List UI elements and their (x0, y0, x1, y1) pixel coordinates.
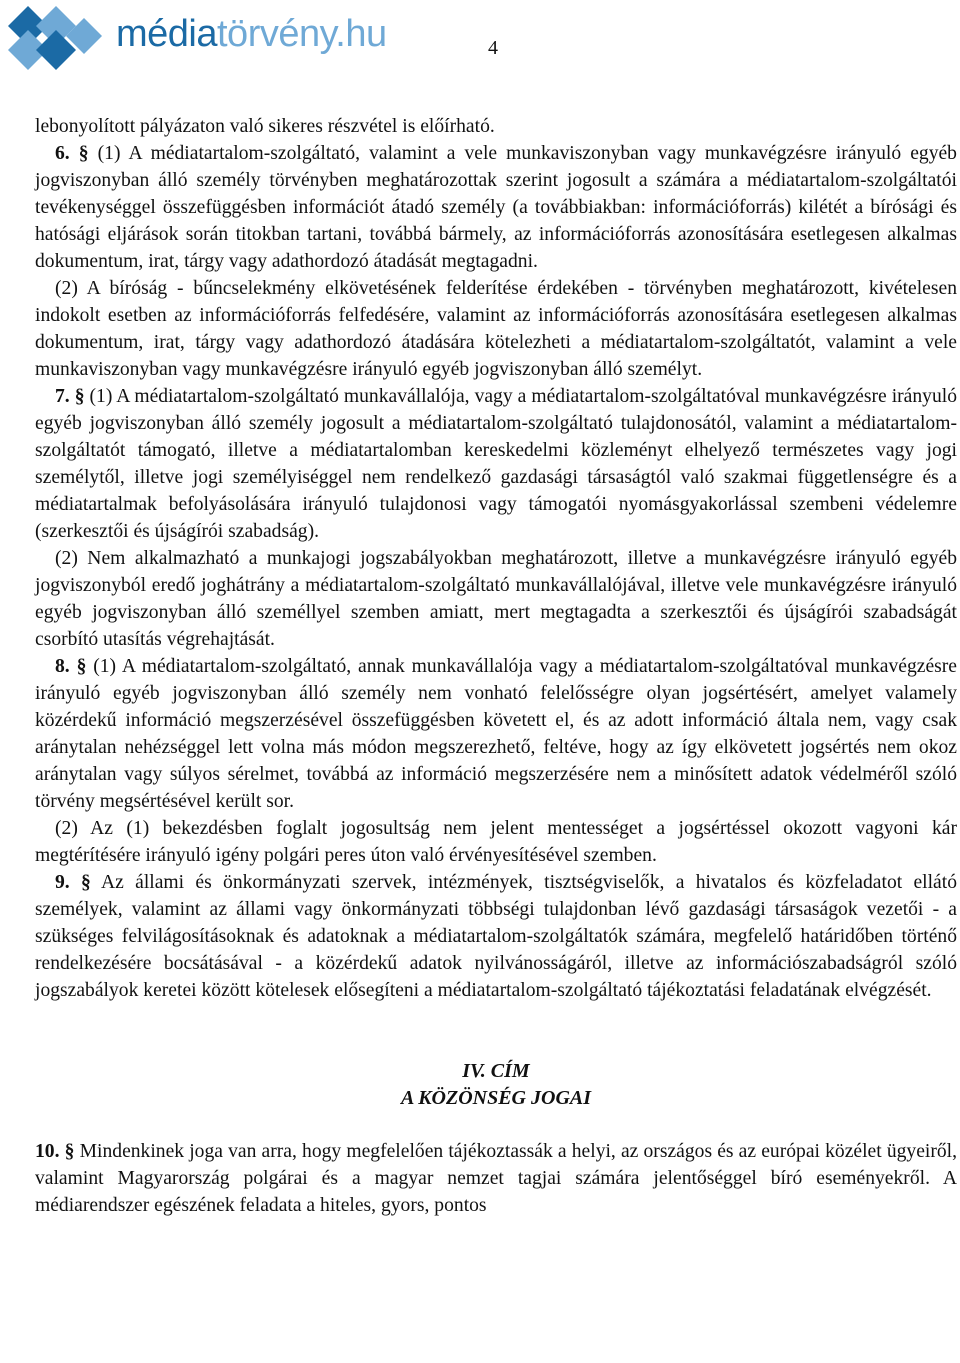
section-symbol: § (74, 386, 85, 407)
section-number: 8. (55, 656, 70, 677)
section-text: Mindenkinek joga van arra, hogy megfelelően tájékoztassák a helyi, az országos és az európai közélet ügyeiről, valamint Magyarország polgárai és a magyar nemzet tagjai számára jelentőséggel bíró eseményekről. A médiarendszer egészének feladata a hiteles, gyors, pontos (35, 1141, 958, 1216)
section-10-paragraph-1 (35, 1138, 957, 1219)
chapter-number: IV. CÍM (462, 1060, 530, 1082)
section-7-paragraph-1 (35, 383, 957, 545)
section-number: 10. (35, 1141, 60, 1162)
section-6-paragraph-1 (35, 140, 957, 275)
chapter-heading (35, 1058, 957, 1112)
section-symbol: § (81, 872, 91, 893)
page-header (0, 0, 960, 80)
section-number: 9. (55, 872, 70, 893)
section-6-paragraph-2: (2) A bíróság - bűncselekmény elkövetésének felderítése érdekében - törvényben meghatározott, kivételesen indokolt esetben az információforrás felfedésére, valamint az információforrás azonosítására esetlegesen alkalmas dokumentum, irat, tárgy vagy adathordozó átadására kötelezheti a médiatartalom-szolgáltatót, valamint a vele munkaviszonyban vagy munkavégzésre irányuló egyéb jogviszonyban álló személyt. (35, 278, 957, 380)
section-symbol: § (76, 656, 87, 677)
section-number: 7. (55, 386, 70, 407)
section-text: (1) A médiatartalom-szolgáltató munkavállalója, vagy a médiatartalom-szolgáltatóval munkavégzésre irányuló egyéb jogviszonyban álló személy jogosult a médiatartalom-szolgáltató tulajdonosától, valamint a médiatartalom-szolgáltatót támogató, illetve a médiatartalomban kereskedelmi közleményt elhelyező természetes vagy jogi személytől, illetve jogi személyiséggel nem rendelkező gazdasági társaságtól való szakmai függetlenségre és a médiatartalmak befolyásolására irányuló tulajdonosi vagy támogatói nyomásgyakorlással szembeni védelemre (szerkesztői és újságírói szabadság). (35, 386, 957, 542)
document-body (35, 113, 957, 1219)
site-logo[interactable] (116, 12, 387, 56)
section-text: (1) A médiatartalom-szolgáltató, valamint a vele munkaviszonyban vagy munkavégzésre irányuló egyéb jogviszonyban álló személy törvényben meghatározottak szerint jogosult a számára a médiatartalom-szolgáltatói tevékenységgel összefüggésben információt átadó személy (a továbbiakban: információforrás) kilétét a bírósági és hatósági eljárások során titokban tartani, továbbá bármely, az információforrás azonosítására esetlegesen alkalmas dokumentum, irat, tárgy vagy adathordozó átadását megtagadni. (35, 143, 957, 272)
chapter-title: A KÖZÖNSÉG JOGAI (400, 1087, 592, 1109)
section-8-paragraph-1 (35, 653, 957, 815)
section-symbol: § (64, 1141, 75, 1162)
logo-text-media: média (116, 13, 217, 55)
section-text: Az állami és önkormányzati szervek, intézmények, tisztségviselők, a hivatalos és közfeladatot ellátó személyek, valamint az állami vagy önkormányzati többségi tulajdonban lévő gazdasági társaságok vezetői - a szükséges felvilágosításoknak és adatoknak a médiatartalom-szolgáltatók számára, megfelelő határidőben történő rendelkezésére bocsátásával - a közérdekű adatok nyilvánosságáról, illetve az információszabadságról szóló jogszabályok keretei között kötelesek elősegíteni a médiatartalom-szolgáltató tájékoztatási feladatának elvégzését. (35, 872, 957, 1001)
logo-text-torveny: törvény.hu (217, 13, 387, 55)
paragraph-continuation: lebonyolított pályázaton való sikeres részvétel is előírható. (35, 116, 495, 137)
section-8-paragraph-2: (2) Az (1) bekezdésben foglalt jogosultság nem jelent mentességet a jogsértéssel okozott vagyoni kár megtérítésére irányuló igény polgári peres úton való érvényesítésével szemben. (35, 818, 957, 866)
section-9-paragraph-1 (35, 869, 957, 1004)
section-number: 6. (55, 143, 70, 164)
section-symbol: § (78, 143, 89, 164)
page-number: 4 (488, 37, 498, 59)
section-text: (1) A médiatartalom-szolgáltató, annak munkavállalója vagy a médiatartalom-szolgáltatóval munkavégzésre irányuló egyéb jogviszonyban álló személy nem vonható felelősségre olyan jogsértésért, amelyet valamely közérdekű információ megszerzésével összefüggésben követett el, és az adott információ általa nem, vagy csak aránytalan nehézséggel lett volna más módon megszerezhető, feltéve, hogy az így elkövetett jogsértés nem okoz aránytalan vagy súlyos sérelmet, továbbá az információ megszerzésére nem a minősített adatok védelméről szóló törvény megsértésével került sor. (35, 656, 957, 812)
section-7-paragraph-2: (2) Nem alkalmazható a munkajogi jogszabályokban meghatározott, illetve a munkavégzésre irányuló egyéb jogviszonyból eredő joghátrány a médiatartalom-szolgáltató munkavállalójával, illetve vele munkavégzésre irányuló egyéb jogviszonyban álló személlyel szemben amiatt, mert megtagadta a szerkesztői és újságírói szabadságát csorbító utasítás végrehajtását. (35, 548, 957, 650)
logo-diamonds-icon (4, 4, 108, 70)
